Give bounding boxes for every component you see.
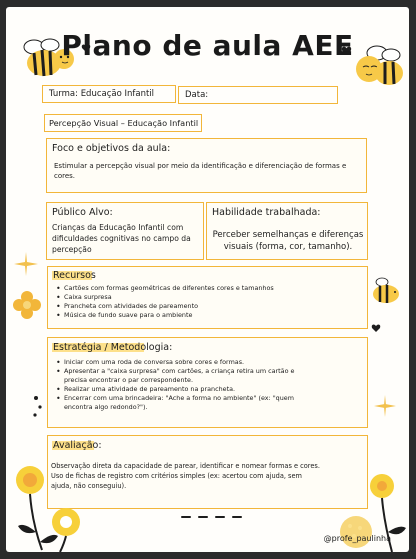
habilidade-heading: Habilidade trabalhada: [212, 207, 321, 218]
turma-label: Turma: Educação Infantil [49, 89, 155, 99]
estrategia-section [47, 337, 368, 428]
foco-section [46, 138, 367, 193]
divider [198, 516, 208, 518]
estrategia-list [56, 358, 312, 412]
divider [232, 516, 242, 518]
turma-field [42, 85, 176, 103]
list-item: • Música de fundo suave para o ambiente [56, 311, 361, 320]
avaliacao-heading: Avaliação: [53, 440, 102, 451]
sparkle-icon [14, 252, 38, 276]
list-item: • Realizar uma atividade de pareamento na prancheta. [56, 385, 312, 394]
list-item: • Iniciar com uma roda de conversa sobre cores e formas. [56, 358, 312, 367]
tema-label: Percepção Visual – Educação Infantil [49, 118, 199, 128]
flower-icon [12, 290, 42, 320]
publico-heading: Público Alvo: [52, 207, 113, 218]
bee-icon [370, 275, 402, 305]
divider [181, 516, 191, 518]
author-handle: @profe_paulinha [323, 534, 391, 543]
list-item: • Cartões com formas geométricas de diferentes cores e tamanhos [56, 284, 361, 293]
page-title: Plano de aula AEE [61, 29, 354, 62]
list-item: • Caixa surpresa [56, 293, 361, 302]
dots-icon [30, 395, 44, 419]
lesson-plan-page [6, 7, 409, 552]
data-label: Data: [185, 90, 209, 100]
foco-heading: Foco e objetivos da aula: [52, 143, 171, 154]
avaliacao-text: Observação direta da capacidade de parear, identificar e nomear formas e cores. Uso de fichas de registro com critérios simples (ex: acertou com ajuda, sem ajuda, não conseguiu). [51, 462, 320, 490]
sparkle-icon [374, 395, 396, 417]
recursos-list [56, 284, 361, 320]
recursos-section [47, 266, 368, 329]
foco-text: Estimular a percepção visual por meio da identificação e diferenciação de formas e cores. [54, 162, 347, 180]
heart-icon [371, 323, 381, 333]
habilidade-section [206, 202, 368, 260]
divider [215, 516, 225, 518]
data-field [178, 86, 338, 104]
tema-field [44, 114, 202, 132]
flowers-illustration [6, 462, 102, 552]
list-item: • Encerrar com uma brincadeira: "Ache a forma no ambiente" (ex: "quem encontra algo redondo?"). [56, 394, 312, 412]
publico-section [46, 202, 204, 260]
list-item: • Apresentar a "caixa surpresa" com cartões, a criança retira um cartão e precisa encontrar o par correspondente. [56, 367, 312, 385]
list-item: • Prancheta com atividades de pareamento [56, 302, 361, 311]
estrategia-heading: Estratégia / Metodologia: [53, 342, 173, 353]
habilidade-text: Perceber semelhanças e diferenças visuais (forma, cor, tamanho). [212, 230, 364, 252]
recursos-heading: Recursos [53, 270, 96, 281]
publico-text: Crianças da Educação Infantil com dificuldades cognitivas no campo da percepção [52, 223, 191, 254]
